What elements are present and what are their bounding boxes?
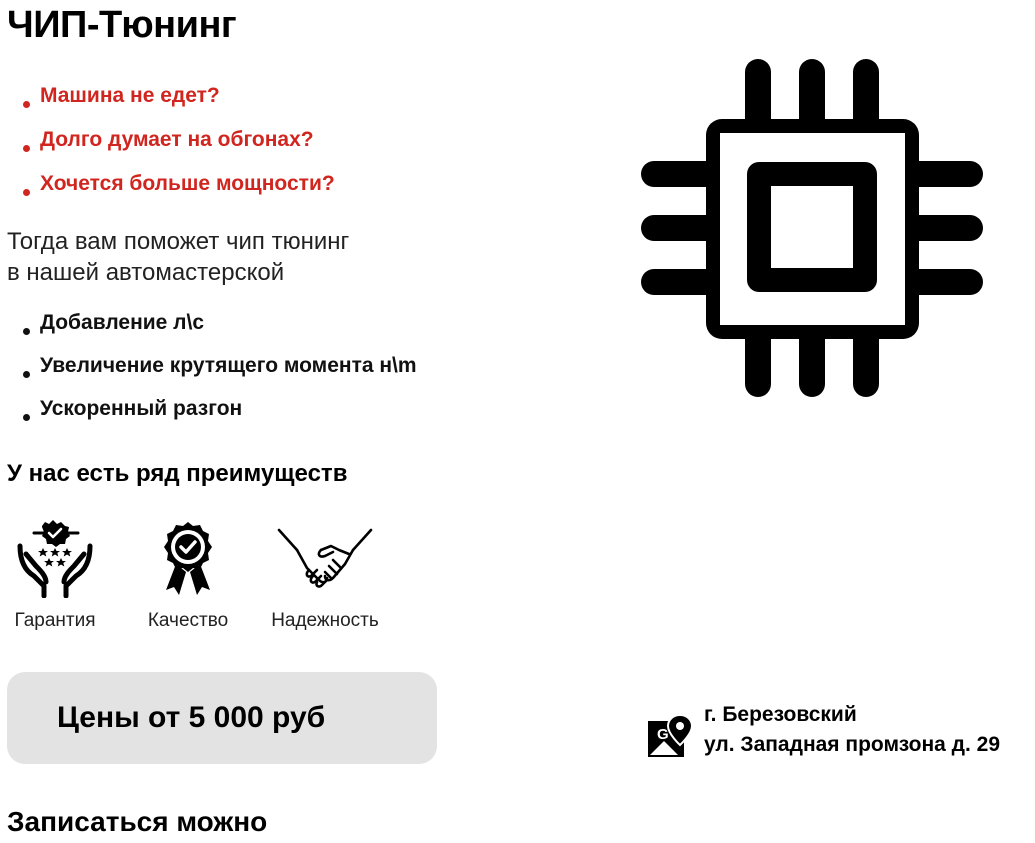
advantage-label: Надежность <box>271 610 379 631</box>
signup-title: Записаться можно <box>7 806 268 837</box>
list-item: Ускоренный разгон <box>7 395 417 438</box>
address-street: ул. Западная промзона д. 29 <box>704 733 1001 756</box>
problems-list <box>7 82 335 214</box>
price-box <box>7 672 437 764</box>
advantage-guarantee <box>6 520 104 632</box>
intro-line: в нашей автомастерской <box>7 259 285 286</box>
svg-text:G: G <box>657 726 669 743</box>
handshake-icon <box>275 520 375 598</box>
advantage-quality <box>137 520 239 632</box>
intro-line: Тогда вам поможет чип тюнинг <box>7 228 350 255</box>
cpu-chip-icon <box>641 59 983 397</box>
list-item: Добавление л\с <box>7 309 417 352</box>
address-city: г. Березовский <box>704 703 857 726</box>
guarantee-hands-icon <box>16 520 94 598</box>
list-item: Увеличение крутящего момента н\m <box>7 352 417 395</box>
quality-badge-icon <box>160 520 216 598</box>
price-label: Цены от 5 000 руб <box>57 701 326 734</box>
advantage-label: Качество <box>147 610 229 631</box>
list-item: Долго думает на обгонах? <box>7 126 335 170</box>
intro-text <box>7 226 349 288</box>
advantage-label: Гарантия <box>14 610 96 631</box>
benefits-list <box>7 309 417 438</box>
page-title: ЧИП-Тюнинг <box>7 4 237 46</box>
list-item: Хочется больше мощности? <box>7 170 335 214</box>
list-item: Машина не едет? <box>7 82 335 126</box>
google-maps-icon[interactable] <box>648 715 692 759</box>
advantage-reliability <box>259 520 391 632</box>
advantages-title: У нас есть ряд преимуществ <box>7 460 348 487</box>
